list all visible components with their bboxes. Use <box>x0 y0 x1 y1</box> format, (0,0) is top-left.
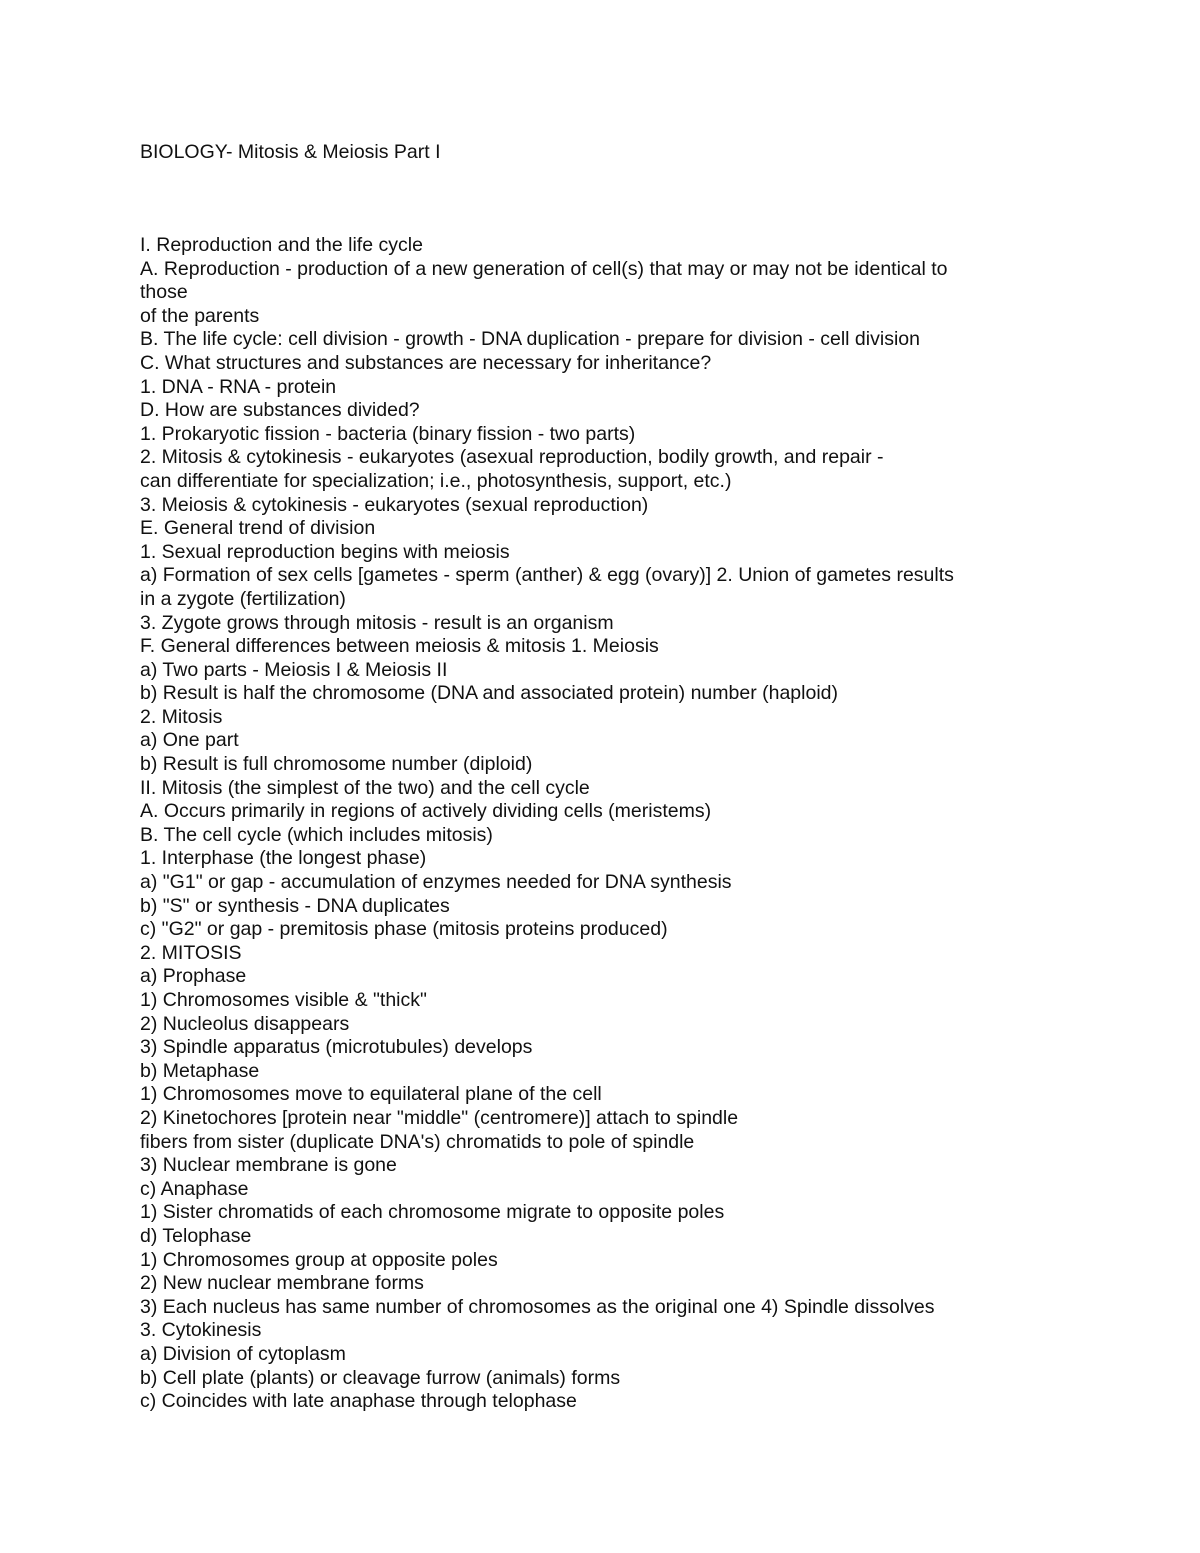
document-line: 1. Interphase (the longest phase) <box>140 847 427 870</box>
document-line: C. What structures and substances are necessary for inheritance? <box>140 351 712 374</box>
document-line: b) Cell plate (plants) or cleavage furrow (animals) forms <box>140 1366 621 1389</box>
document-line: a) Prophase <box>140 965 247 988</box>
document-line: B. The cell cycle (which includes mitosis) <box>140 823 493 846</box>
document-line: 3) Nuclear membrane is gone <box>140 1154 397 1177</box>
document-line: in a zygote (fertilization) <box>140 587 346 610</box>
document-line: 1. DNA - RNA - protein <box>140 375 337 398</box>
document-line: c) Anaphase <box>140 1177 249 1200</box>
document-line: of the parents <box>140 304 260 327</box>
document-line: a) One part <box>140 729 239 752</box>
document-line: d) Telophase <box>140 1224 252 1247</box>
document-line: c) Coincides with late anaphase through telophase <box>140 1390 577 1413</box>
document-line: D. How are substances divided? <box>140 399 420 422</box>
document-line: b) "S" or synthesis - DNA duplicates <box>140 894 450 917</box>
document-line: 1) Chromosomes visible & "thick" <box>140 989 427 1011</box>
document-title: BIOLOGY- Mitosis & Meiosis Part I <box>140 141 441 163</box>
document-line: a) Division of cytoplasm <box>140 1342 346 1365</box>
document-line: c) "G2" or gap - premitosis phase (mitosis proteins produced) <box>140 918 668 941</box>
document-line: 1) Chromosomes group at opposite poles <box>140 1248 498 1271</box>
document-line: 3. Cytokinesis <box>140 1319 262 1342</box>
document-line: a) "G1" or gap - accumulation of enzymes needed for DNA synthesis <box>140 871 732 894</box>
document-line: 2) New nuclear membrane forms <box>140 1272 424 1295</box>
document-line: 1) Sister chromatids of each chromosome migrate to opposite poles <box>140 1201 725 1224</box>
document-line: b) Result is half the chromosome (DNA and associated protein) number (haploid) <box>140 682 839 705</box>
document-line: E. General trend of division <box>140 517 376 540</box>
document-line: 3. Zygote grows through mitosis - result is an organism <box>140 611 614 634</box>
document-line: a) Two parts - Meiosis I & Meiosis II <box>140 658 448 681</box>
document-line: B. The life cycle: cell division - growth - DNA duplication - prepare for division - cell division <box>140 328 920 351</box>
document-line: 1. Prokaryotic fission - bacteria (binary fission - two parts) <box>140 422 636 445</box>
document-line: those <box>140 281 188 304</box>
document-line: 3. Meiosis & cytokinesis - eukaryotes (sexual reproduction) <box>140 493 649 516</box>
document-line: 3) Each nucleus has same number of chromosomes as the original one 4) Spindle dissolves <box>140 1295 935 1318</box>
document-line: 2) Nucleolus disappears <box>140 1012 350 1035</box>
document-line: II. Mitosis (the simplest of the two) and the cell cycle <box>140 776 590 799</box>
document-line: F. General differences between meiosis & mitosis 1. Meiosis <box>140 635 659 658</box>
document-line: 1) Chromosomes move to equilateral plane of the cell <box>140 1083 602 1106</box>
document-line: 2) Kinetochores [protein near "middle" (centromere)] attach to spindle <box>140 1106 739 1129</box>
document-line: b) Result is full chromosome number (diploid) <box>140 753 533 776</box>
document-line: 3) Spindle apparatus (microtubules) develops <box>140 1036 533 1059</box>
document-line: can differentiate for specialization; i.e., photosynthesis, support, etc.) <box>140 469 732 492</box>
document-line: 2. Mitosis <box>140 705 223 728</box>
document-line: 2. MITOSIS <box>140 941 242 964</box>
document-line: A. Reproduction - production of a new generation of cell(s) that may or may not be identical to <box>140 257 948 280</box>
document-line: a) Formation of sex cells [gametes - sperm (anther) & egg (ovary)] 2. Union of gametes results <box>140 564 954 587</box>
document-body <box>140 234 1080 1414</box>
document-line: A. Occurs primarily in regions of actively dividing cells (meristems) <box>140 800 712 823</box>
document-line: 2. Mitosis & cytokinesis - eukaryotes (asexual reproduction, bodily growth, and repair - <box>140 446 884 469</box>
document-line: 1. Sexual reproduction begins with meiosis <box>140 540 510 563</box>
document-line: fibers from sister (duplicate DNA's) chromatids to pole of spindle <box>140 1130 695 1153</box>
document-line: I. Reproduction and the life cycle <box>140 234 423 256</box>
document-line: b) Metaphase <box>140 1059 260 1082</box>
